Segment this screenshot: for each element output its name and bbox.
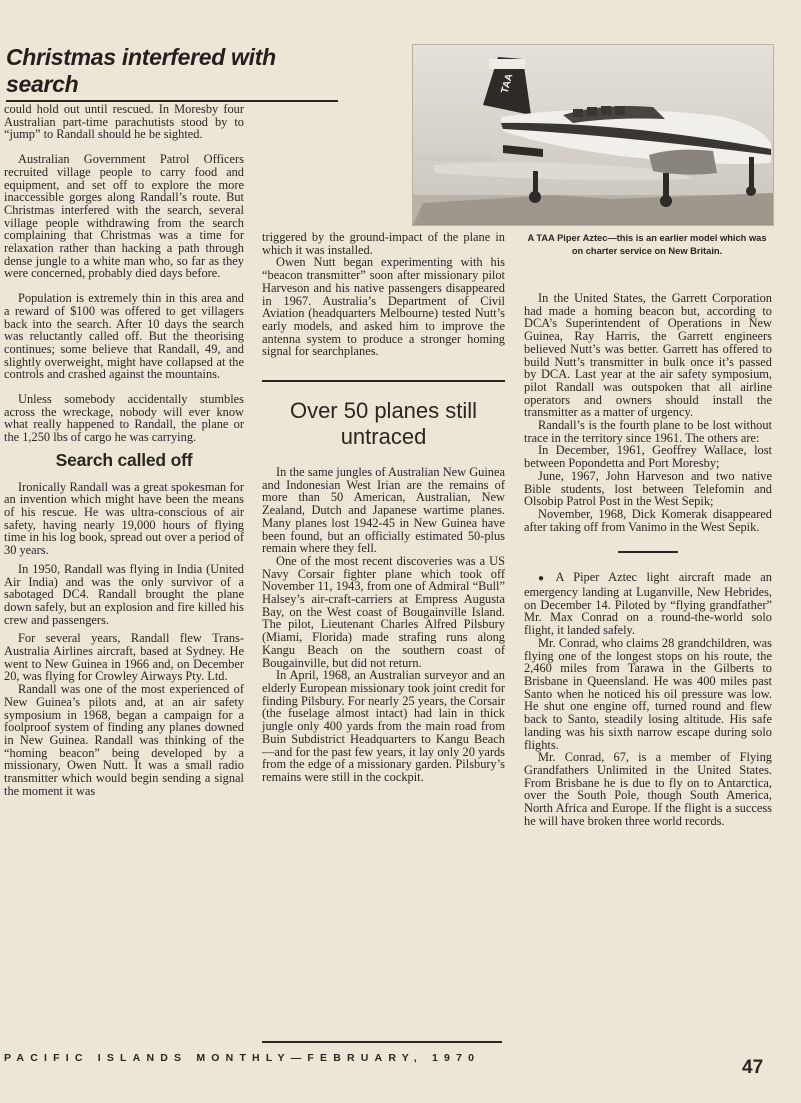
paragraph: Randall’s is the fourth plane to be lost without trace in the territory since 1961. The others are: [524,418,772,445]
paragraph: Mr. Conrad, 67, is a member of Flying Grandfathers Unlimited in the United States. From Brisbane he is due to fly on to Antarctica, over the South Pole, though South America, North Africa and Europe. If the flight is a success he will have broken three world records. [524,750,772,828]
paragraph: Unless somebody accidentally stumbles across the wreckage, nobody will ever know what really happened to Randall, the plane or the 1,250 lbs of cargo he was carrying. [4,392,244,445]
paragraph: June, 1967, John Harveson and two native Bible students, lost between Telefomin and Olsobip Patrol Post in the West Sepik; [524,468,772,509]
column-1 [4,103,244,797]
paragraph: In the same jungles of Australian New Guinea and Indonesian West Irian are the remains of more than 50 American, Australian, New Zealand, Dutch and Japanese wartime planes. Many planes lost 1942-45 in New Guinea have been found, but an officially estimated 50-plus remain where they fell. [262,465,505,556]
paragraph: Randall was one of the most experienced of New Guinea’s pilots and, at an air safety symposium in 1968, began a campaign for a foolproof system of finding any planes downed in New Guinea. Randall was thinking of the “homing beacon” being developed by a missionary, Owen Nutt. It was a small radio transmitter which would begin sending a signal the moment it was [4,682,244,798]
paragraph: In 1950, Randall was flying in India (United Air India) and was the only survivor of a sabotaged DC4. Randall brought the plane down safely, but an explosion and fire killed his crew and passengers. [4,561,244,627]
paragraph: Ironically Randall was a great spokesman for an invention which might have been the means of his rescue. He was ultra-conscious of air safety, having nearly 19,000 hours of flying time in his log book, spread out over a period of 30 years. [4,479,244,558]
footer-rule [262,1041,502,1043]
paragraph: triggered by the ground-impact of the plane in which it was installed. [262,230,505,257]
running-footer: PACIFIC ISLANDS MONTHLY—FEBRUARY, 1970 [4,1052,481,1064]
column-3 [524,292,772,827]
column-2 [262,231,505,784]
paragraph: Australian Government Patrol Officers recruited village people to carry food and equipment, and set off to explore the more inaccessible gorges along Randall’s route. But Christmas interfered with the search, several village people withdrawing from the search complaining that Christmas was a time for relaxation rather than hacking a path through dense jungle to a white man who, so far as they were concerned, probably died days before. [4,152,244,281]
tail-marking: TAA [499,72,516,95]
paragraph-bullet: ● A Piper Aztec light aircraft made an emergency landing at Luganville, New Hebrides, on December 14. Piloted by “flying grandfather” Mr. Max Conrad on a round-the-world solo flight, it landed safely. [524,571,772,637]
paragraph: In December, 1961, Geoffrey Wallace, lost between Popondetta and Port Moresby; [524,443,772,471]
paragraph: could hold out until rescued. In Moresby four Australian part-time parachutists stood by to “jump” to Randall should he be sighted. [4,102,244,142]
section-divider [262,380,505,382]
paragraph: In the United States, the Garrett Corporation had made a homing beacon but, according to DCA’s Superintendent of Operations in New Guinea, Ray Harris, the Garrett engineers believed Nutt’s was better. Garrett has offered to build Nutt’s transmitter in bulk once it’s passed by DCA. Last year at the air safety symposium, pilot Randall was outspoken that all airline operators and owners should install the transmitter as a matter of urgency. [524,291,772,420]
piper-aztec-illustration [413,45,773,225]
paragraph: November, 1968, Dick Komerak disappeared after taking off from Vanimo in the West Sepik. [524,506,772,534]
sidebar-headline: Over 50 planes still untraced [289,398,478,450]
photo-caption: A TAA Piper Aztec—this is an earlier model which was on charter service on New Britain. [527,233,767,256]
paragraph: One of the most recent discoveries was a US Navy Corsair fighter plane which took off November 11, 1943, from one of Admiral “Bull” Halsey’s air-craft-carriers at Empress Augusta Bay, on the West coast of Bougainville Island. The pilot, Lieutenant Charles Alfred Pilsbury (Miami, Florida) made strafing runs along Kangu Beach on the southern coast of Bougainville, but did not return. [262,553,505,670]
item-divider [618,551,678,553]
subhead-search-called-off: Search called off [55,449,193,470]
paragraph: In April, 1968, an Australian surveyor and an elderly European missionary took joint credit for finding Pilsbury. For nearly 25 years, the Corsair (the fuselage almost intact) had lain in thick jungle only 400 yards from the main road from Buin Subdistrict Headquarters to Kangu Beach—and for the past few years, it lay only 20 yards from the edge of a missionary garden. Pilsbury’s remains were still in the cockpit. [262,668,505,784]
article-headline: Christmas interfered with search [6,44,338,102]
aircraft-photo [412,44,774,226]
paragraph: Owen Nutt began experimenting with his “beacon transmitter” soon after missionary pilot Harveson and his native passengers disappeared in 1967. Australia’s Department of Civil Aviation (headquarters Melbourne) tested Nutt’s early models, and asked him to improve the antenna system to produce a stronger homing signal for searchplanes. [262,255,505,359]
paragraph: Mr. Conrad, who claims 28 grandchildren, was flying one of the longest stops on his route, the 2,460 miles from Tarawa in the Gilberts to Brisbane in Queensland. He was 400 miles past Santo when he noticed his oil pressure was low. He shut one engine off, turned round and flew back to Santo, steadily losing altitude. His safe landing was his sixth narrow escape during solo flights. [524,635,772,752]
paragraph: For several years, Randall flew Trans-Australia Airlines aircraft, based at Sydney. He went to New Guinea in 1966 and, on December 20, was flying for Crowley Airways Pty. Ltd. [4,631,244,684]
page-number: 47 [742,1057,764,1078]
paragraph: Population is extremely thin in this area and a reward of $100 was offered to get villagers back into the search. After 10 days the search was reluctantly called off. But the theorising continues; some believe that Randall, 49, and slightly overweight, might have collapsed at the controls and crashed against the mountains. [4,291,244,382]
